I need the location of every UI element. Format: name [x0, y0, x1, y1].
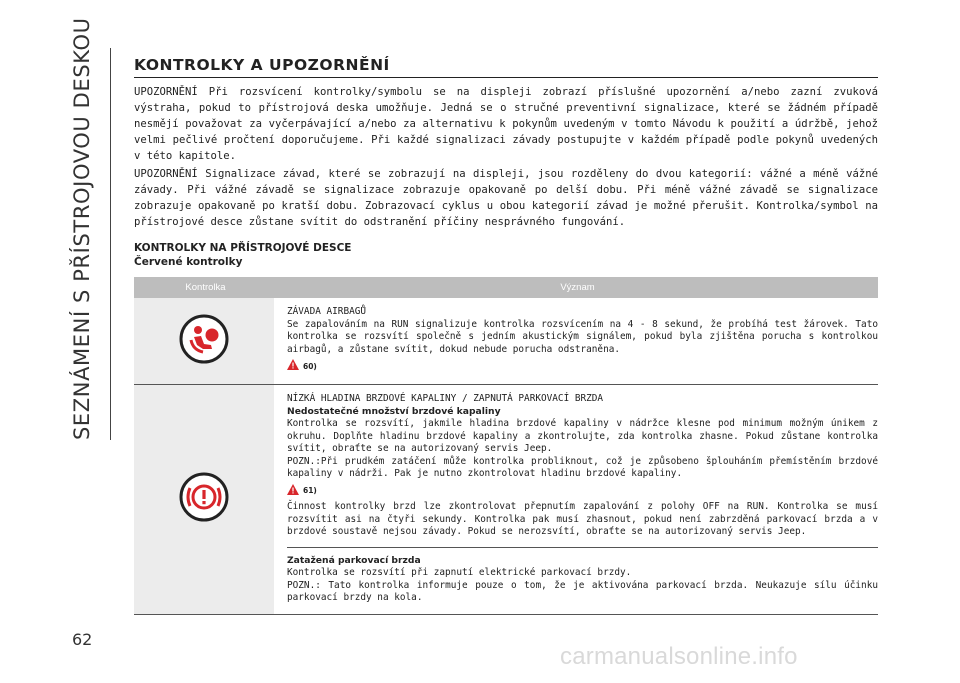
airbag-warning-icon: [179, 314, 229, 369]
row-bold-heading: Zatažená parkovací brzda: [287, 554, 421, 566]
side-section-title: SEZNÁMENÍ S PŘÍSTROJOVOU DESKOU: [70, 17, 94, 440]
main-content: [134, 56, 878, 615]
row-text: Kontrolka se rozsvítí při zapnutí elektrické parkovací brzdy.: [287, 567, 632, 578]
watermark: carmanualsonline.info: [560, 643, 798, 670]
warning-ref-number: 61): [303, 486, 317, 495]
section-heading: KONTROLKY NA PŘÍSTROJOVÉ DESCE: [134, 242, 352, 254]
row-heading: NÍZKÁ HLADINA BRZDOVÉ KAPALINY / ZAPNUTÁ PARKOVACÍ BRZDA: [287, 393, 604, 404]
brake-warning-icon: [179, 472, 229, 527]
table-row: [134, 298, 878, 385]
row-bold-heading: Nedostatečné množství brzdové kapaliny: [287, 405, 501, 417]
warning-triangle-icon: [287, 484, 299, 500]
warning-reference: [287, 359, 878, 375]
warning-reference: [287, 484, 878, 500]
warning-ref-number: 60): [303, 361, 317, 371]
row-text: Kontrolka se rozsvítí, jakmile hladina brzdové kapaliny v nádržce klesne pod minimum možným únikem z okruhu. Doplňte hladinu brzdové kapaliny a zkontrolujte, zda kontrolka zhasne. Pokud zůstane kontrolka svítit, obraťte se na autorizovaný servis Jeep.: [287, 418, 878, 454]
page-title: KONTROLKY A UPOZORNĚNÍ: [134, 56, 878, 78]
row-heading: ZÁVADA AIRBAGŮ: [287, 306, 367, 317]
row-subsection: [287, 547, 878, 605]
warning-triangle-icon: [287, 359, 299, 375]
row-text: Činnost kontrolky brzd lze zkontrolovat přepnutím zapalování z polohy OFF na RUN. Kontrolka se musí rozsvítit asi na čtyři sekundy. Kontrolka pak musí zhasnout, pokud není zabrzděná parkovací brzda a v brzdové soustavě nejsou závady. Pokud se nerozsvítí, obraťte se na autorizovaný servis Jeep.: [287, 501, 878, 537]
intro-paragraph-2: UPOZORNĚNÍ Signalizace závad, které se zobrazují na displeji, jsou rozděleny do dvou kategorií: vážné a méně vážné závady. Při vážné závadě se signalizace zobrazuje opakovaně po delší dobu. Při méně vážné závadě se signalizace zobrazuje opakovaně po kratší dobu. Zobrazovací cyklus u obou kategorií závad je možné přerušit. Kontrolka/symbol na přístrojové desce zůstane svítit do odstranění příčiny nesprávného fungování.: [134, 168, 878, 228]
icon-cell: [134, 385, 274, 614]
row-note: POZN.: Tato kontrolka informuje pouze o tom, že je aktivována parkovací brzda. Neukazuje sílu účinku parkovací brzdy na kola.: [287, 579, 878, 603]
page-number: 62: [72, 630, 93, 649]
row-note: POZN.:Při prudkém zatáčení může kontrolka probliknout, což je způsobeno šplouháním přemístěním brzdové kapaliny v nádrži. Pak je nutno zkontrolovat hladinu brzdové kapaliny.: [287, 455, 878, 479]
row-text: Se zapalováním na RUN signalizuje kontrolka rozsvícením na 4 - 8 sekund, že probíhá test žárovek. Tato kontrolka se rozsvítí společně s jedním akustickým signálem, pokud byla zjištěna porucha s kontrolkou airbagů, a zůstane svítit, dokud nebude porucha odstraněna.: [287, 318, 878, 355]
warning-lights-table: [134, 277, 878, 615]
side-divider: [110, 48, 111, 440]
row-description: [277, 298, 878, 384]
header-vyznam: Význam: [560, 282, 595, 293]
icon-cell: [134, 298, 274, 384]
intro-paragraph-1: UPOZORNĚNÍ Při rozsvícení kontrolky/symbolu se na displeji zobrazí příslušné upozornění a/nebo zazní zvuková výstraha, pokud to přístrojová deska umožňuje. Jedná se o stručné preventivní signalizace, které se žádném případě nesmějí považovat za vyčerpávající a/nebo za alternativu k pokynům uvedeným v tomto Návodu k použití a údržbě, jehož velmi pečlivé pročtení doporučujeme. Při každé signalizaci závady postupujte v každém případě podle pokynů uvedených v této kapitole.: [134, 86, 878, 162]
table-row: [134, 385, 878, 615]
row-description: [277, 385, 878, 614]
header-kontrolka: Kontrolka: [185, 282, 226, 293]
subsection-heading: Červené kontrolky: [134, 256, 243, 268]
table-header: [134, 277, 878, 298]
